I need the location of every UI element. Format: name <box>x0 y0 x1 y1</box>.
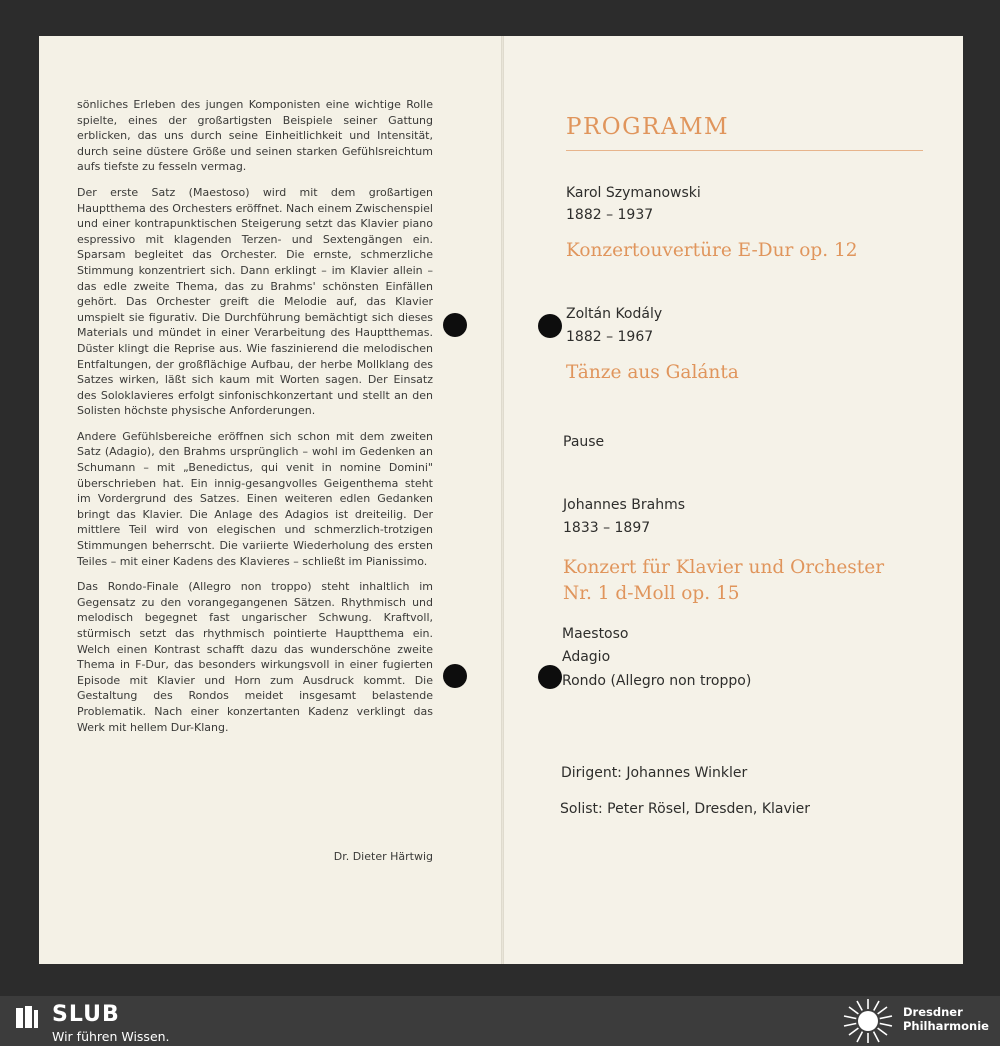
essay-paragraph: Andere Gefühlsbereiche eröffnen sich schon mit dem zweiten Satz (Adagio), den Brahms ursprünglich – wohl im Gedenken an Schumann – mit „Benedictus, qui venit in nomine Domini" überschrieben hat. Ein innig-gesangvolles Geigenthema steht im Vordergrund des Satzes. Einen weiteren edlen Gedanken bringt das Klavier. Die Anlage des Adagios ist dreiteilig. Der mittlere Teil wird von elegischen und schmerzlich-trotzigen Stimmungen beherrscht. Die variierte Wiederholung des ersten Teiles – mit einer Kadens des Klavieres – schließt im Pianissimo. <box>77 429 433 568</box>
slub-logo-icon[interactable] <box>14 1004 40 1030</box>
composer-dates: 1882 – 1967 <box>566 329 654 345</box>
soloist-credit: Solist: Peter Rösel, Dresden, Klavier <box>560 801 811 817</box>
program-heading: PROGRAMM <box>566 114 730 140</box>
philharmonie-name-line2: Philharmonie <box>903 1019 989 1033</box>
essay-author: Dr. Dieter Härtwig <box>333 850 433 863</box>
work-title-line1: Konzert für Klavier und Orchester <box>563 557 885 578</box>
punch-hole-right-upper <box>538 314 562 338</box>
composer-dates: 1833 – 1897 <box>563 520 651 536</box>
conductor-credit: Dirigent: Johannes Winkler <box>561 765 748 781</box>
slub-name[interactable]: SLUB <box>52 1002 120 1027</box>
heading-rule <box>566 150 923 151</box>
composer-name: Zoltán Kodály <box>566 306 663 322</box>
movement-item: Adagio <box>562 649 611 665</box>
work-title-line2: Nr. 1 d-Moll op. 15 <box>563 583 740 604</box>
movement-item: Maestoso <box>562 626 629 642</box>
page-fold <box>501 36 504 964</box>
punch-hole-right-lower <box>538 665 562 689</box>
punch-hole-left-upper <box>443 313 467 337</box>
philharmonie-sunburst-icon[interactable] <box>842 998 894 1044</box>
philharmonie-name-line1: Dresdner <box>903 1005 963 1019</box>
essay-paragraph: Der erste Satz (Maestoso) wird mit dem großartigen Hauptthema des Orchesters eröffnet. Nach einem Zwischenspiel und einer kontrapunktischen Steigerung setzt das Klavier piano espressivo mit klagenden Terzen- und Sextengängen ein. Sparsam begleitet das Orchester. Die ernste, schmerzliche Stimmung konzentriert sich. Dann erklingt – im Klavier allein – das edle zweite Thema, das zu Brahms' schönsten Einfällen gehört. Das Orchester greift die Melodie auf, das Klavier umspielt sie figurativ. Die Durchführung bemächtigt sich dieses Materials und mündet in einer Verarbeitung des Hauptthemas. Düster klingt die Reprise aus. Wie faszinierend die melodischen Entfaltungen, der großflächige Aufbau, der herbe Mollklang des Satzes wirken, läßt sich kaum mit Worten sagen. Der Einsatz des Soloklavieres erfolgt sinfonischkonzertant und stellt an den Solisten höchste physische Anforderungen. <box>77 185 433 418</box>
essay-paragraph: sönliches Erleben des jungen Komponisten eine wichtige Rolle spielte, eines der großartigsten Beispiele seiner Gattung erblicken, das uns durch seine Einheitlichkeit und Intensität, durch seine düstere Größe und seinen starken Gefühlsreichtum aufs tiefste zu fesseln vermag. <box>77 98 433 174</box>
composer-name: Johannes Brahms <box>563 497 685 513</box>
pause-label: Pause <box>563 434 605 450</box>
work-title: Konzertouvertüre E-Dur op. 12 <box>566 240 858 261</box>
composer-name: Karol Szymanowski <box>566 185 701 201</box>
essay-paragraph: Das Rondo-Finale (Allegro non troppo) steht inhaltlich im Gegensatz zu den vorangegangenen Sätzen. Rhythmisch und melodisch begegnet fast ungarischer Schwung. Kraftvoll, stürmisch setzt das rhythmisch pointierte Hauptthema ein. Welch einen Kontrast schafft dazu das wunderschöne zweite Thema in F-Dur, das besonders wirkungsvoll in einer fugierten Episode mit Klavier und Horn zum Ausdruck kommt. Die Gestaltung des Rondos meidet insgesamt belastende Problematik. Nach einer konzertanten Kadenz verklingt das Werk mit hellem Dur-Klang. <box>77 580 433 734</box>
work-title: Tänze aus Galánta <box>566 362 739 383</box>
essay-text <box>77 97 433 745</box>
composer-dates: 1882 – 1937 <box>566 207 654 223</box>
movement-item: Rondo (Allegro non troppo) <box>562 673 752 689</box>
slub-slogan: Wir führen Wissen. <box>52 1029 170 1044</box>
philharmonie-name[interactable] <box>903 1005 989 1033</box>
punch-hole-left-lower <box>443 664 467 688</box>
